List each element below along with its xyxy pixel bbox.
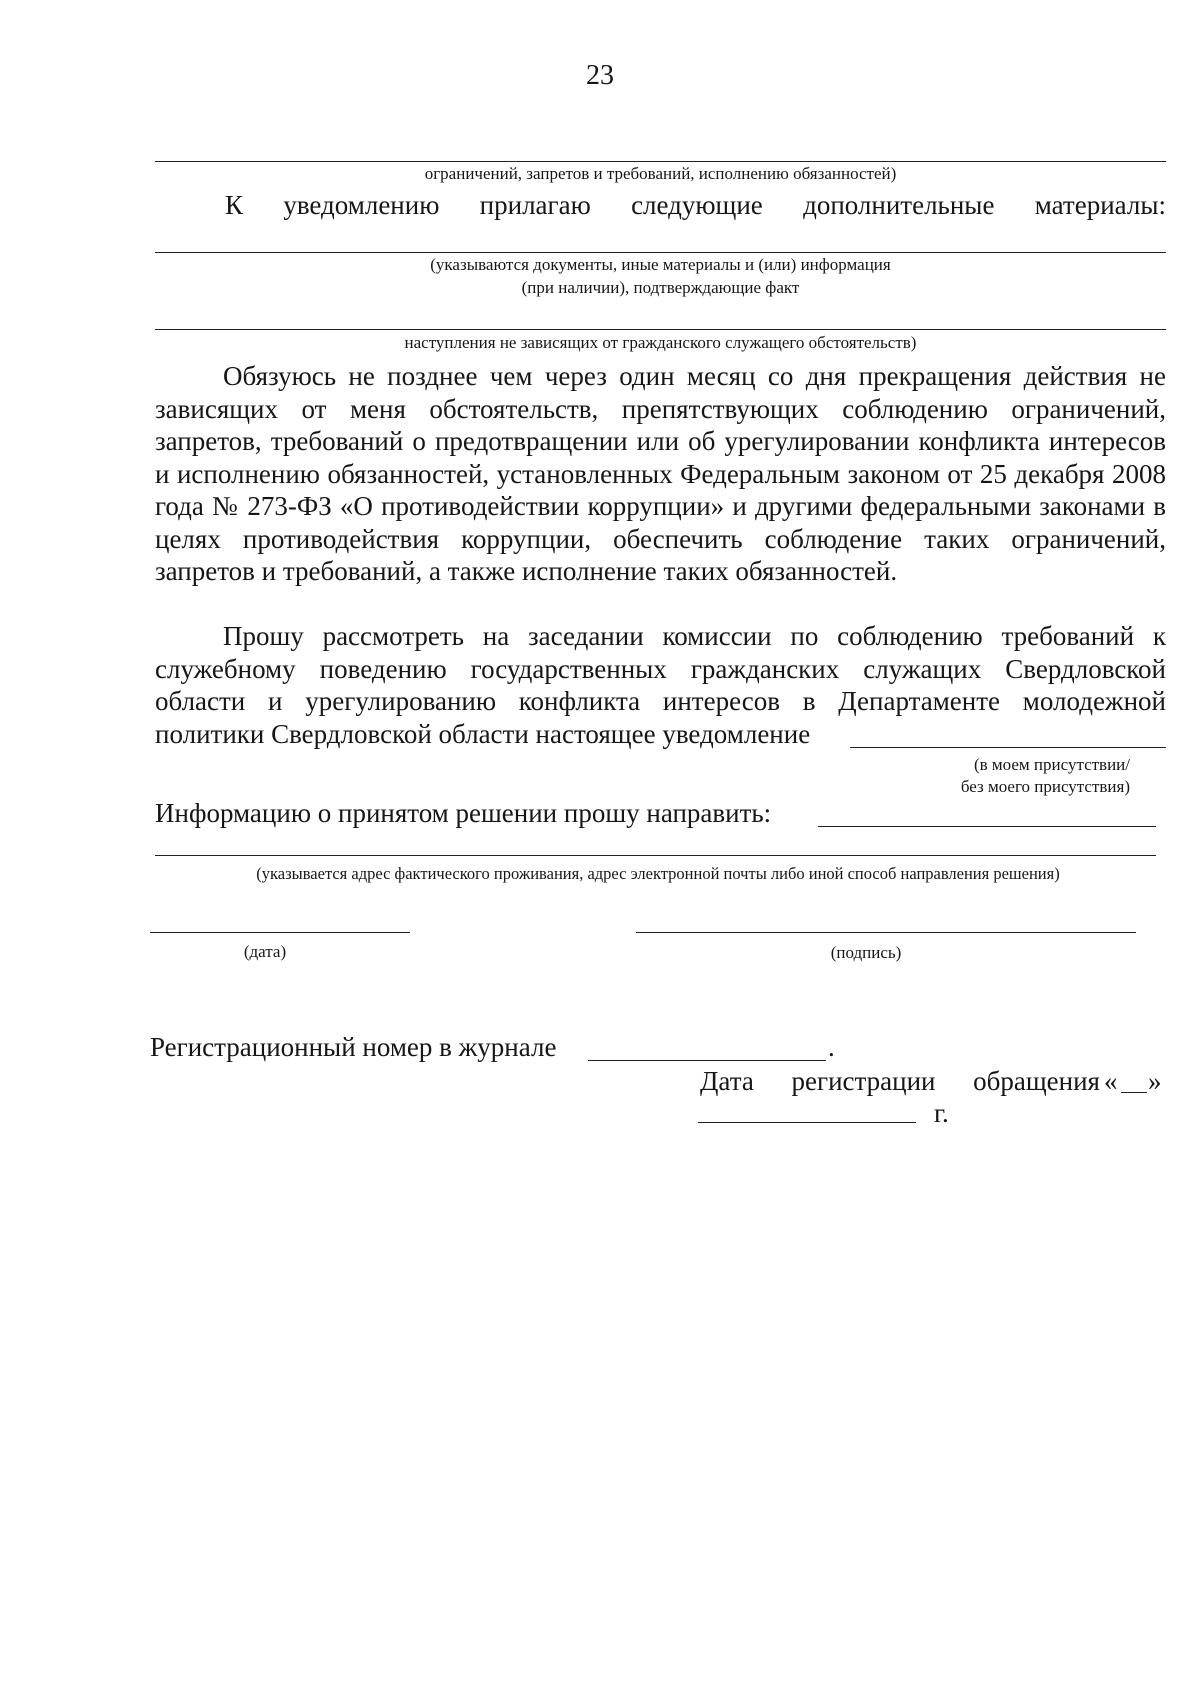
page-number: 23 [586, 60, 614, 91]
request-paragraph [155, 620, 1166, 750]
presence-caption-2: без моего присутствия) [960, 777, 1130, 796]
reg-date-quote-open: « [1104, 1066, 1118, 1096]
reg-date-line [700, 1065, 1100, 1098]
obligation-paragraph [155, 360, 1166, 588]
info-request-blank [818, 826, 1156, 827]
reg-date-word: обращения [973, 1066, 1100, 1096]
obligation-text: Обязуюсь не позднее чем через один месяц со дня прекращения действия не зависящих от меня обстоятельств, препятствующих соблюдению ограничений, запретов, требований о предотвращении или об урегулировании конфликта интересов и исполнению обязанностей, установленных Федеральным законом от 25 декабря 2008 года № 273-ФЗ «О противодействии коррупции» и другими федеральными законами в целях противодействия коррупции, обеспечить соблюдение таких ограничений, запретов и требований, а также исполнение таких обязанностей. [155, 361, 1166, 586]
materials-word: дополнительные [803, 190, 995, 220]
materials-caption-1: (указываются документы, иные материалы и (или) информация [430, 255, 891, 274]
request-text: Прошу рассмотреть на заседании комиссии по соблюдению требований к служебному поведению государственных гражданских служащих Свердловской области и урегулированию конфликта интересов в Департаменте молодежной политики Свердловской области настоящее уведомление [155, 621, 1166, 749]
reg-date-word: Дата [700, 1066, 754, 1096]
date-blank [150, 932, 410, 933]
materials-line [225, 189, 1166, 222]
materials-word: уведомлению [283, 190, 440, 220]
signature-blank [636, 932, 1136, 933]
top-rule [155, 161, 1166, 162]
reg-day-blank [1121, 1092, 1147, 1093]
info-request-label: Информацию о принятом решении прошу направить: [155, 798, 772, 828]
materials-word: следующие [631, 190, 763, 220]
reg-number-end: . [828, 1032, 835, 1062]
materials-caption-2: (при наличии), подтверждающие факт [521, 278, 800, 297]
signature-caption: (подпись) [830, 943, 902, 962]
materials-word: прилагаю [479, 190, 591, 220]
reg-number-blank [588, 1060, 826, 1061]
year-suffix: г. [934, 1098, 949, 1128]
materials-caption-3: наступления не зависящих от гражданского служащего обстоятельств) [404, 333, 917, 352]
materials-word: К [225, 190, 244, 220]
materials-rule-2 [155, 329, 1166, 330]
address-caption: (указывается адрес фактического проживания, адрес электронной почты либо иной способ направления решения) [256, 864, 1060, 883]
address-rule [155, 855, 1156, 856]
reg-number-label: Регистрационный номер в журнале [150, 1032, 557, 1062]
presence-caption-1: (в моем присутствии/ [973, 755, 1130, 774]
presence-blank [850, 747, 1166, 748]
reg-month-blank [698, 1122, 916, 1123]
materials-word: материалы: [1034, 190, 1166, 220]
date-caption: (дата) [243, 942, 287, 961]
reg-date-quote-close: » [1148, 1066, 1162, 1096]
materials-rule-1 [155, 252, 1166, 253]
top-caption: ограничений, запретов и требований, исполнению обязанностей) [424, 164, 897, 183]
reg-date-word: регистрации [791, 1066, 936, 1096]
